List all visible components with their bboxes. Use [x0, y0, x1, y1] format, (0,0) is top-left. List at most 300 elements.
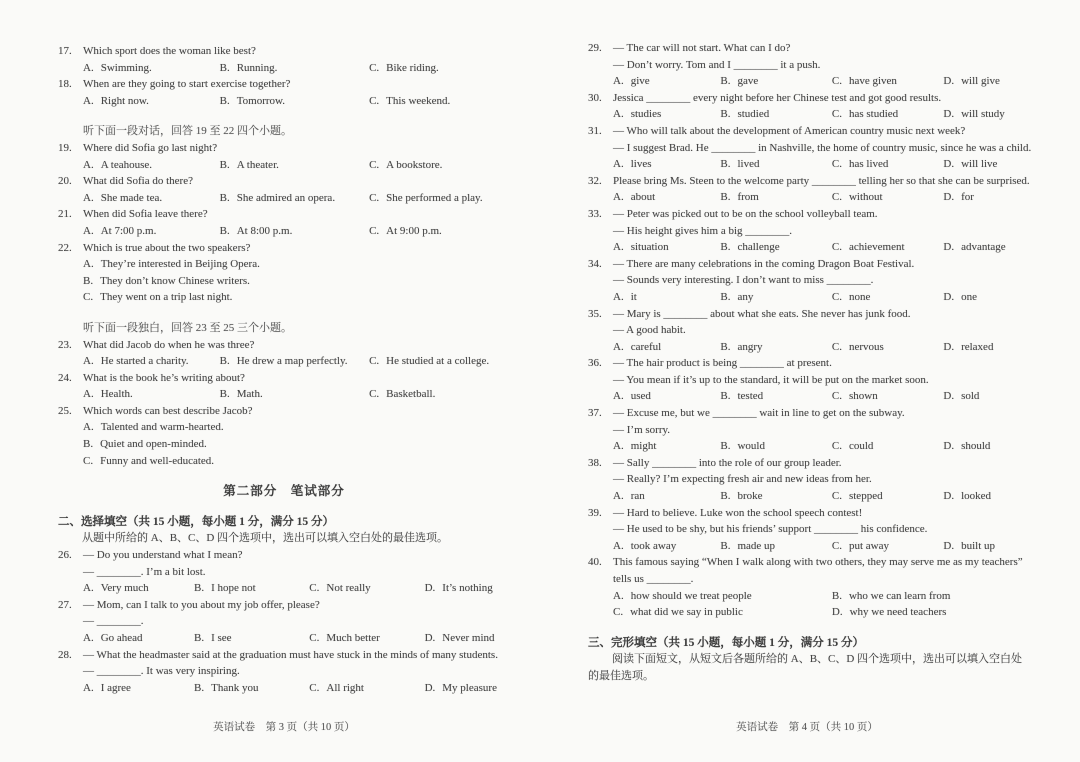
- option-label: A.: [613, 440, 624, 453]
- option-label: D.: [943, 390, 955, 403]
- section-heading: 二、选择填空（共 15 小题，每小题 1 分，满分 15 分）: [58, 515, 334, 528]
- question-number: 40.: [588, 556, 602, 569]
- option-text: They’re interested in Beijing Opera.: [100, 258, 260, 271]
- option: [832, 438, 944, 455]
- option-text: put away: [848, 539, 889, 552]
- option-row: [613, 289, 1026, 306]
- option-label: B.: [83, 274, 94, 287]
- option-label: A.: [83, 681, 94, 694]
- option-text: Tomorrow.: [236, 94, 286, 107]
- question-number: 21.: [58, 208, 72, 221]
- option: [832, 106, 944, 123]
- option: [83, 630, 194, 647]
- question-item: [58, 597, 510, 647]
- option: [309, 680, 424, 697]
- option-label: A.: [83, 582, 94, 595]
- option-text: could: [848, 440, 874, 453]
- question-number: 23.: [58, 338, 72, 351]
- option-text: who we can learn from: [848, 589, 951, 602]
- option: [832, 156, 944, 173]
- option-text: any: [737, 290, 754, 303]
- question-line: — I’m sorry.: [613, 423, 671, 436]
- option-label: A.: [613, 589, 624, 602]
- option-text: My pleasure: [442, 681, 497, 694]
- option: [832, 588, 1026, 605]
- question-item: [588, 256, 1026, 306]
- option: [220, 157, 369, 174]
- option-label: B.: [720, 440, 731, 453]
- option: [425, 630, 510, 647]
- option-text: has lived: [848, 158, 889, 171]
- option-text: Never mind: [442, 632, 495, 644]
- option-label: B.: [219, 158, 230, 171]
- option-label: B.: [219, 61, 230, 74]
- option-text: tested: [737, 390, 764, 403]
- option-label: B.: [720, 340, 731, 353]
- option-label: B.: [831, 589, 842, 602]
- option-text: relaxed: [961, 340, 994, 353]
- option-text: have given: [848, 75, 897, 88]
- question-line: — What the headmaster said at the graduation must have stuck in the minds of many students.: [83, 648, 498, 661]
- page-4-footer: 英语试卷 第 4 页（共 10 页）: [736, 722, 878, 733]
- question-line: — You mean if it’s up to the standard, it will be put on the market soon.: [613, 373, 929, 386]
- option-label: C.: [369, 224, 380, 237]
- question-item: [58, 370, 510, 403]
- question-number: 33.: [588, 207, 602, 220]
- option-row: [613, 604, 1026, 621]
- option-label: C.: [369, 355, 380, 368]
- option: [194, 680, 309, 697]
- option-text: will give: [961, 75, 1000, 88]
- option-text: Swimming.: [100, 61, 152, 74]
- question-line: Jessica ________ every night before her Chinese test and got good results.: [613, 91, 942, 104]
- option-label: D.: [831, 606, 843, 619]
- question-line: Where did Sofia go last night?: [83, 141, 218, 154]
- option-row: [613, 588, 1026, 605]
- option-row: [613, 106, 1026, 123]
- question-body: [613, 455, 1026, 505]
- option: [943, 538, 1026, 555]
- option: [83, 386, 220, 403]
- option-label: B.: [720, 390, 731, 403]
- question-number: 18.: [58, 78, 72, 91]
- question-line: — Peter was picked out to be on the school volleyball team.: [613, 207, 878, 220]
- option-row: [613, 156, 1026, 173]
- option-text: Math.: [236, 388, 263, 401]
- question-item: [588, 123, 1032, 173]
- question-line: — The car will not start. What can I do?: [613, 42, 791, 54]
- question-line: Which sport does the woman like best?: [83, 45, 256, 57]
- option-label: C.: [369, 388, 380, 401]
- option-text: for: [961, 191, 974, 204]
- option-text: made up: [737, 539, 776, 552]
- option-text: built up: [961, 539, 995, 552]
- option-row: [83, 419, 510, 436]
- option: [425, 680, 510, 697]
- option: [832, 289, 944, 306]
- question-line: Please bring Ms. Steen to the welcome party ________ telling her so that she can be surprised.: [613, 174, 1030, 187]
- option: [613, 189, 720, 206]
- option-label: C.: [369, 191, 380, 204]
- question-body: [83, 173, 510, 206]
- question-line: What did Sofia do there?: [83, 175, 193, 188]
- option: [83, 93, 220, 110]
- option-row: [83, 256, 510, 273]
- option-text: I hope not: [211, 582, 256, 595]
- option-label: B.: [720, 539, 731, 552]
- option-row: [83, 60, 510, 77]
- option-text: careful: [630, 340, 662, 353]
- question-item: [588, 405, 1026, 455]
- option-label: B.: [219, 94, 230, 107]
- option-label: A.: [83, 191, 94, 204]
- option-text: I see: [211, 632, 232, 644]
- option: [832, 239, 944, 256]
- option-label: A.: [613, 539, 624, 552]
- question-body: [613, 206, 1026, 256]
- option-label: C.: [831, 539, 842, 552]
- question-number: 22.: [58, 241, 72, 254]
- question-line: — Do you understand what I mean?: [83, 549, 243, 562]
- option-row: [83, 157, 510, 174]
- question-line: Which words can best describe Jacob?: [83, 404, 253, 417]
- option: [613, 106, 720, 123]
- option-text: will study: [961, 108, 1005, 121]
- question-item: [58, 547, 510, 597]
- question-line: What is the book he’s writing about?: [83, 371, 245, 384]
- question-number: 39.: [588, 506, 602, 519]
- question-item: [588, 455, 1026, 505]
- question-item: [58, 140, 510, 173]
- question-line: — Excuse me, but we ________ wait in line to get on the subway.: [613, 407, 905, 420]
- option-label: A.: [83, 61, 94, 74]
- question-line: — ________.: [83, 615, 144, 628]
- question-line: This famous saying “When I walk along with two others, they may serve me as my teachers”: [613, 556, 1023, 569]
- option-label: D.: [424, 632, 436, 644]
- question-line: When did Sofia leave there?: [83, 208, 208, 221]
- option-label: A.: [613, 158, 624, 171]
- option-text: lives: [630, 158, 652, 171]
- option-label: A.: [613, 108, 624, 121]
- option: [220, 93, 369, 110]
- option-label: C.: [369, 61, 380, 74]
- question-body: [613, 123, 1032, 173]
- option-label: D.: [943, 490, 955, 503]
- question-item: [588, 173, 1030, 206]
- option-label: C.: [831, 191, 842, 204]
- option: [83, 580, 194, 597]
- question-number: 35.: [588, 307, 602, 320]
- question-number: 26.: [58, 549, 72, 562]
- option-label: A.: [83, 388, 94, 401]
- option: [83, 223, 220, 240]
- option-label: B.: [194, 632, 205, 644]
- option-row: [83, 190, 510, 207]
- option-label: B.: [720, 490, 731, 503]
- option-text: Right now.: [100, 94, 149, 107]
- option: [369, 157, 510, 174]
- option-label: D.: [943, 108, 955, 121]
- page-3-content: [58, 43, 510, 696]
- question-item: [588, 40, 1026, 90]
- option-row: [613, 538, 1026, 555]
- option: [83, 289, 510, 306]
- option-text: A bookstore.: [386, 158, 443, 171]
- option-row: [613, 239, 1026, 256]
- exam-page-3: [58, 0, 510, 762]
- option: [832, 604, 1026, 621]
- option-text: Running.: [236, 61, 278, 74]
- option: [220, 223, 369, 240]
- option-label: C.: [309, 681, 320, 694]
- option-text: Very much: [100, 582, 149, 595]
- question-item: [588, 355, 1026, 405]
- option: [613, 388, 720, 405]
- question-body: [613, 90, 1026, 123]
- option: [309, 580, 424, 597]
- question-body: [83, 403, 510, 469]
- question-body: [83, 547, 510, 597]
- option-text: angry: [737, 340, 763, 353]
- option-row: [613, 189, 1026, 206]
- option: [613, 438, 720, 455]
- option: [83, 60, 220, 77]
- question-body: [613, 173, 1030, 206]
- option-label: D.: [943, 340, 955, 353]
- question-line: — ________. I’m a bit lost.: [83, 565, 206, 578]
- option-text: it: [630, 290, 637, 303]
- option: [613, 73, 720, 90]
- option-text: achievement: [848, 241, 905, 254]
- option-label: C.: [831, 108, 842, 121]
- option-label: B.: [720, 191, 731, 204]
- option-text: Thank you: [211, 681, 259, 694]
- question-body: [613, 554, 1026, 620]
- option: [943, 438, 1026, 455]
- option-label: D.: [943, 241, 955, 254]
- option-label: C.: [831, 340, 842, 353]
- option-text: It’s nothing: [442, 582, 493, 595]
- question-item: [58, 206, 510, 239]
- option-label: B.: [219, 388, 230, 401]
- option: [720, 189, 832, 206]
- option-label: C.: [831, 490, 842, 503]
- option-text: shown: [848, 390, 878, 403]
- option-text: Funny and well-educated.: [100, 454, 215, 467]
- option-row: [83, 453, 510, 470]
- option-text: A teahouse.: [100, 158, 153, 171]
- option-text: Basketball.: [386, 388, 436, 401]
- option-label: B.: [83, 438, 94, 451]
- option-label: B.: [720, 241, 731, 254]
- section-instruction: 阅读下面短文，从短文后各题所给的 A、B、C、D 四个选项中，选出可以填入空白处的最佳选项。: [588, 653, 1023, 682]
- option: [369, 93, 510, 110]
- option-text: He studied at a college.: [386, 355, 490, 368]
- question-number: 30.: [588, 91, 602, 104]
- option-text: from: [737, 191, 759, 204]
- listening-instruction: 听下面一段对话，回答 19 至 22 四个小题。: [83, 125, 292, 138]
- option-text: At 9:00 p.m.: [386, 224, 442, 237]
- question-body: [83, 597, 510, 647]
- option-text: give: [630, 75, 650, 88]
- question-body: [613, 355, 1026, 405]
- option: [613, 538, 720, 555]
- question-body: [83, 43, 510, 76]
- option-text: Bike riding.: [386, 61, 439, 74]
- option-label: D.: [943, 539, 955, 552]
- question-item: [58, 76, 510, 109]
- option-text: situation: [630, 241, 669, 254]
- option: [720, 289, 832, 306]
- option: [832, 189, 944, 206]
- question-number: 25.: [58, 404, 72, 417]
- option-text: Quiet and open-minded.: [100, 438, 207, 451]
- option: [943, 156, 1026, 173]
- option-text: ran: [630, 490, 645, 503]
- option-label: C.: [309, 582, 320, 595]
- question-body: [613, 405, 1026, 455]
- option-label: A.: [83, 94, 94, 107]
- option-text: advantage: [961, 241, 1006, 254]
- question-body: [83, 206, 510, 239]
- option: [832, 488, 944, 505]
- option-text: Health.: [100, 388, 133, 401]
- section-instruction: 从题中所给的 A、B、C、D 四个选项中，选出可以填入空白处的最佳选项。: [82, 532, 449, 545]
- option-text: about: [630, 191, 656, 204]
- option-label: A.: [83, 632, 94, 644]
- option: [83, 190, 220, 207]
- option-label: C.: [831, 158, 842, 171]
- option: [720, 339, 832, 356]
- option-label: A.: [83, 421, 94, 434]
- option-text: one: [961, 290, 977, 303]
- option-text: took away: [630, 539, 677, 552]
- question-item: [588, 554, 1026, 620]
- option-text: She made tea.: [100, 191, 163, 204]
- option-text: what did we say in public: [630, 606, 743, 619]
- option-row: [83, 680, 510, 697]
- option: [369, 60, 510, 77]
- option: [943, 73, 1026, 90]
- option: [613, 604, 832, 621]
- option: [220, 386, 369, 403]
- question-body: [83, 337, 510, 370]
- option: [613, 239, 720, 256]
- option: [220, 60, 369, 77]
- option: [83, 353, 220, 370]
- option-label: C.: [369, 94, 380, 107]
- option: [832, 73, 944, 90]
- option: [83, 680, 194, 697]
- option-text: Not really: [326, 582, 371, 595]
- option: [194, 630, 309, 647]
- option-text: looked: [961, 490, 992, 503]
- option-text: They don’t know Chinese writers.: [100, 274, 250, 287]
- option-text: He started a charity.: [100, 355, 189, 368]
- option-text: Much better: [326, 632, 380, 644]
- option-label: D.: [943, 158, 955, 171]
- option: [720, 73, 832, 90]
- question-line: — I suggest Brad. He ________ in Nashville, the home of country music, since he was a child.: [613, 141, 1032, 154]
- option-text: This weekend.: [386, 94, 451, 107]
- option-label: C.: [831, 241, 842, 254]
- option: [943, 339, 1026, 356]
- option-label: B.: [720, 290, 731, 303]
- option-row: [83, 436, 510, 453]
- option-text: Talented and warm-hearted.: [100, 421, 224, 434]
- option-text: At 7:00 p.m.: [100, 224, 157, 237]
- option-label: B.: [219, 355, 230, 368]
- question-number: 20.: [58, 175, 72, 188]
- option-row: [83, 630, 510, 647]
- option: [83, 436, 510, 453]
- option-row: [83, 386, 510, 403]
- question-line: — He used to be shy, but his friends’ support ________ his confidence.: [613, 523, 928, 536]
- question-body: [83, 76, 510, 109]
- option-label: C.: [831, 440, 842, 453]
- option-label: C.: [83, 291, 94, 304]
- option-text: would: [737, 440, 765, 453]
- option-text: used: [630, 390, 651, 403]
- option-text: sold: [961, 390, 980, 403]
- option-label: C.: [83, 454, 94, 467]
- option: [425, 580, 510, 597]
- option: [943, 239, 1026, 256]
- question-line: tells us ________.: [613, 573, 694, 585]
- option-text: They went on a trip last night.: [100, 291, 233, 304]
- option-text: stepped: [848, 490, 883, 503]
- option-text: how should we treat people: [630, 589, 752, 602]
- question-number: 29.: [588, 42, 602, 54]
- part-title: 第二部分 笔试部分: [223, 484, 345, 499]
- question-body: [613, 40, 1026, 90]
- option: [943, 106, 1026, 123]
- option-label: B.: [194, 681, 205, 694]
- option-text: She admired an opera.: [236, 191, 336, 204]
- option: [720, 538, 832, 555]
- question-body: [613, 505, 1026, 555]
- option-text: will live: [961, 158, 998, 171]
- option-row: [83, 273, 510, 290]
- option: [369, 190, 510, 207]
- question-line: — A good habit.: [613, 324, 686, 337]
- question-line: What did Jacob do when he was three?: [83, 338, 255, 351]
- option-label: B.: [720, 75, 731, 88]
- question-line: — Hard to believe. Luke won the school speech contest!: [613, 506, 863, 519]
- option: [720, 488, 832, 505]
- option-text: At 8:00 p.m.: [236, 224, 293, 237]
- question-body: [83, 370, 510, 403]
- option-label: C.: [613, 606, 624, 619]
- option-label: C.: [309, 632, 320, 644]
- option-label: D.: [943, 191, 955, 204]
- question-number: 27.: [58, 598, 72, 611]
- listening-instruction: 听下面一段独白，回答 23 至 25 三个小题。: [83, 321, 292, 334]
- option-text: should: [961, 440, 991, 453]
- option: [194, 580, 309, 597]
- option: [943, 289, 1026, 306]
- question-item: [58, 337, 510, 370]
- question-number: 28.: [58, 648, 72, 661]
- option-label: D.: [943, 75, 955, 88]
- question-item: [588, 90, 1026, 123]
- question-item: [588, 505, 1026, 555]
- question-item: [58, 240, 510, 306]
- option: [720, 438, 832, 455]
- option: [720, 156, 832, 173]
- option-row: [83, 289, 510, 306]
- question-number: 32.: [588, 174, 602, 187]
